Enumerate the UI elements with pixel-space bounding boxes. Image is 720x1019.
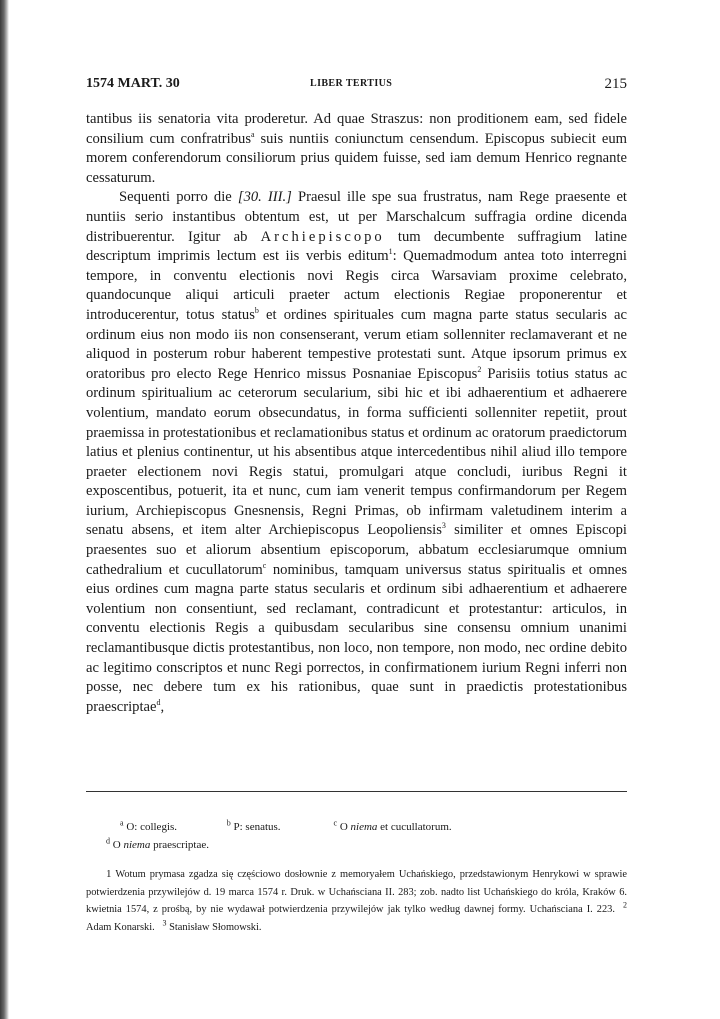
footnote-marker-3: 3 — [441, 521, 446, 531]
footnotes — [86, 866, 627, 936]
text-run: suis nuntiis coniunctum censendum. Episcopus subiecit eum morem conferendorum consiliorum prius quidem fuisse, sed iam demum Henrico regnante cessaturum. — [86, 130, 627, 186]
text-run: , — [160, 698, 165, 715]
text-run: tantibus iis senatoria vita proderetur. Ad quae Straszus: non proditionem eam, sed fidele consilium cum confratribus — [86, 111, 627, 147]
variant-notes — [106, 818, 627, 854]
footnote-1-text: Wotum prymasa zgadza się częściowo dosłownie z memoryałem Uchańskiego, przedstawionym Henrykowi w sprawie potwierdzenia przywilejów d. 19 marca 1574 r. Druk. w Uchańsciana II. 283; zob. nadto list Uchańskiego do króla, Kraków 6. kwietnia 1574, z prośbą, by nie wydawał potwierdzenia przywilejów jak tylko według dawnej formy. Uchańsciana I. 223. — [86, 869, 627, 916]
variant-note-mark: b — [226, 818, 231, 828]
paragraph-2 — [86, 188, 627, 717]
text-run: nominibus, tamquam universus status spiritualis et omnes eius ordines cum magna parte status secularis et ordinum sibi adhaerentium et adhaerere volentium non consentiunt, sed reclamant, contradicunt et protestantur: articulos, in conventu electionis Regis a quibusdam secularibus sine consensu omnium unanimi reclamantibusque dictis protestantibus, non loco, non tempore, non modo, nec ordine debito ac legitimo conscriptos et nunc Regi porrectos, in confirmationem iurium Regni inferri non posse, nec debere tum ex his rationibus, quae sunt in praedictis protestationibus praescriptae — [86, 561, 627, 715]
variant-marker-b: b — [254, 306, 259, 316]
variant-notes-line-2 — [106, 836, 627, 854]
variant-note-b — [227, 818, 331, 836]
variant-note-mark: d — [106, 836, 110, 846]
footnote-3-text: Stanisław Słomowski. — [169, 921, 262, 933]
footnote-3-mark: 3 — [162, 918, 167, 928]
running-header — [86, 76, 627, 96]
text-run: tum decumbente suffragium latine descriptum imprimis lectum est iis verbis editum — [86, 228, 627, 265]
footnote-marker-1: 1 — [388, 247, 393, 257]
variant-note-text: O — [112, 839, 124, 851]
variant-note-text: et cucullatorum. — [377, 821, 452, 833]
text-run: similiter et omnes Episcopi praesentes suo et aliorum absentium episcoporum, abbatum ecclesiarumque omnium cathedralium et cucullatorum — [86, 522, 627, 578]
header-book-title: LIBER TERTIUS — [310, 78, 393, 89]
variant-note-italic: niema — [350, 821, 378, 833]
page-number: 215 — [604, 76, 627, 92]
text-run: Parisiis totius status ac ordinum spiritualium ac ceterorum secularium, sibi hic et ibi adhaerentium et adhaerere volentium, mandato eorum obsecundatus, in forma sufficienti sollenniter repetiit, prout praemissa in protestationibus et reclamationibus status et ordinum ac oratorum praedictorum latius et plenius continentur, ut his absentibus atque intercedentibus nihil aliud illo tempore praeter electionem novi Regis statui, promulgari atque concludi, iuribus Regni it exposcentibus, potuerit, ita et nunc, cum iam venerit tempus confirmandorum per Regem iurium, Archiepiscopus Gnesnensis, Regni Primas, ob infirmam valetudinem interim a senatu absens, et item alter Archiepiscopus Leopoliensis — [86, 365, 627, 539]
footnote-2-mark: 2 — [622, 900, 627, 910]
text-run: et ordines spirituales cum magna parte status secularis ac ordinum eius non modo iis non consenserant, verum etiam sollenniter reclamaverant et ne aliquod in posterum robur haberent tempestive protestati sunt. Atque ipsorum primus ex oratoribus pro electo Rege Henrico missus Posnaniae Episcopus — [86, 306, 627, 382]
text-run: : Quemadmodum antea toto interregni tempore, in conventu electionis novi Regis circa Warsaviam proxime celebrato, quandocunque aliqui articuli praeter actum electionis Regiae proponerentur et introducerentur, totus status — [86, 248, 627, 323]
variant-marker-a: a — [251, 129, 255, 139]
variant-note-a — [120, 818, 224, 836]
paragraph-1 — [86, 110, 627, 188]
text-run: Praesul ille spe sua frustratus, nam Rege praesente et nuntiis serio instantibus obtentum est, ut per Marschalcum suffragia ordine dicenda distribuerentur. Igitur ab — [86, 189, 627, 245]
date-annotation: [30. III.] — [237, 189, 292, 206]
header-date: 1574 MART. 30 — [86, 76, 180, 91]
variant-notes-line-1 — [120, 818, 627, 836]
scan-page-edge — [0, 0, 9, 1019]
variant-note-mark: c — [333, 818, 338, 828]
variant-note-text: O: collegis. — [126, 821, 178, 833]
footnote-block — [86, 866, 627, 936]
footnote-1-mark: 1 — [106, 868, 112, 880]
variant-marker-d: d — [156, 697, 161, 707]
variant-note-text: P: senatus. — [233, 821, 281, 833]
text-run: Sequenti porro die — [119, 189, 238, 206]
footnote-divider — [86, 791, 627, 792]
variant-note-d — [106, 836, 209, 851]
variant-note-italic: niema — [123, 839, 151, 851]
variant-marker-c: c — [262, 560, 267, 570]
variant-note-text: praescriptae. — [150, 839, 209, 851]
spaced-word-archiepiscopo: Archiepiscopo — [260, 228, 385, 245]
variant-note-text: O — [339, 821, 351, 833]
variant-note-c — [334, 818, 452, 836]
footnote-marker-2: 2 — [477, 364, 482, 374]
main-text — [86, 110, 627, 717]
footnote-2-text: Adam Konarski. — [86, 921, 155, 933]
variant-note-mark: a — [120, 818, 124, 828]
